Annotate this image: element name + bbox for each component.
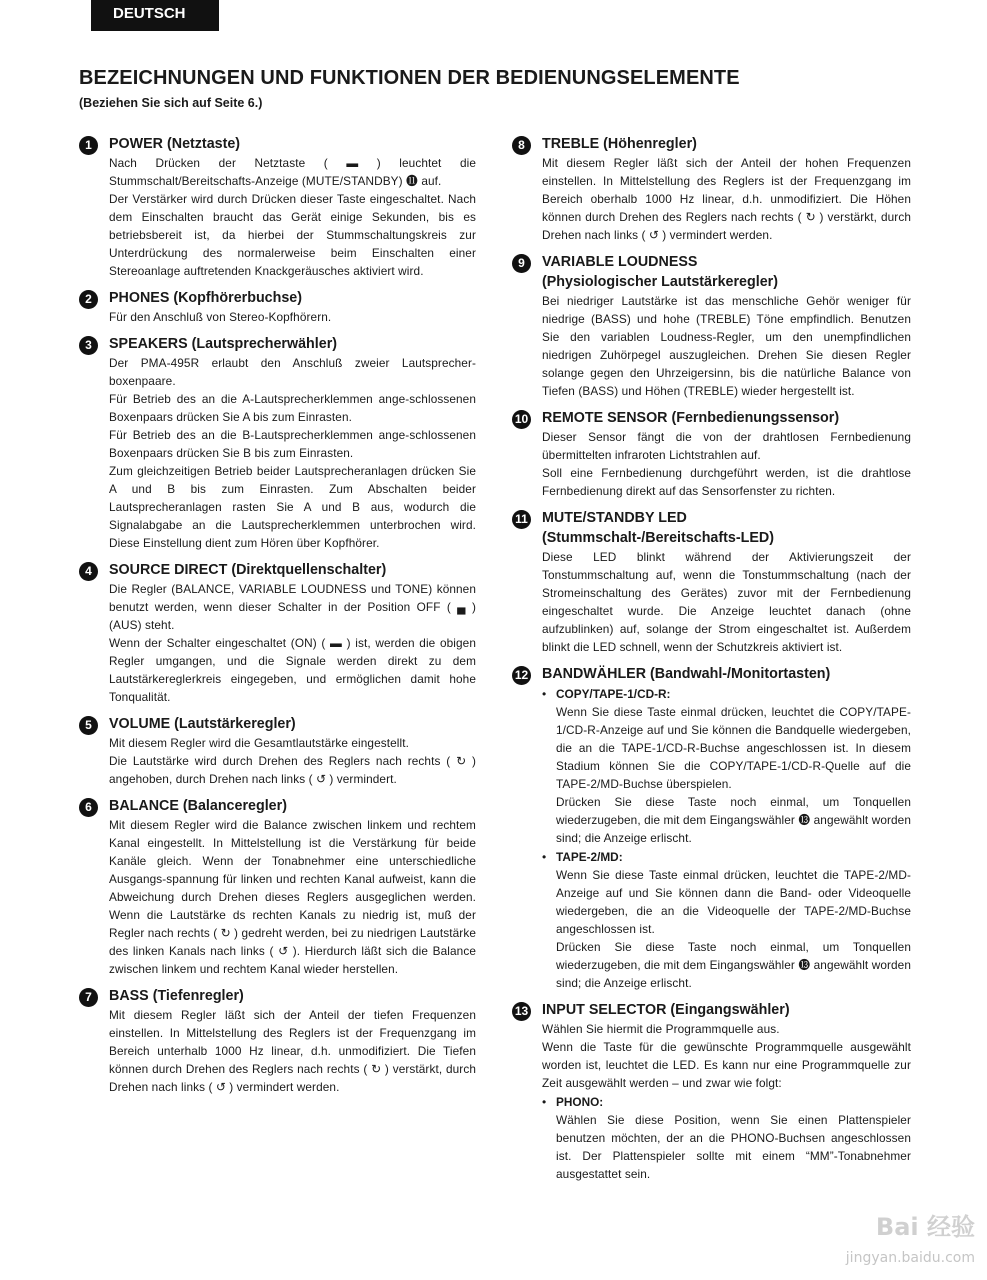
- watermark-url: jingyan.baidu.com: [845, 1250, 975, 1266]
- bullet-paragraph: Wählen Sie diese Position, wenn Sie einen Plattenspieler benutzen möchten, der an die PHONO-Buchsen angeschlossen ist. Der Plattenspieler sollte mit einem “MM”-Tonabnehmer ausgestattet sein.: [556, 1113, 911, 1181]
- control-item: [512, 252, 911, 400]
- item-number-badge: 5: [79, 716, 98, 735]
- bullet-item: [542, 1093, 911, 1183]
- item-subtitle: (Stummschalt-/Bereitschafts-LED): [542, 530, 774, 546]
- item-title: SOURCE DIRECT (Direktquellenschalter): [109, 562, 387, 578]
- item-paragraph: Bei niedriger Lautstärke ist das menschliche Gehör weniger für niedrige (BASS) und hohe (TREBLE) Töne empfindlich. Benutzen Sie den variablen Loudness-Regler, um den unempfindlichen niedrigen Zuhörpegel auszugleichen. Drehen Sie diesen Regler solange gegen den Uhrzeigersinn, bis die natürliche Balance von Tiefen (BASS) und Höhen (TREBLE) wieder hergestellt ist.: [542, 294, 911, 398]
- control-item: [79, 334, 476, 552]
- bullet-title: COPY/TAPE-1/CD-R:: [556, 687, 671, 701]
- item-number-badge: 8: [512, 136, 531, 155]
- bullet-dot-icon: •: [542, 850, 547, 864]
- bullet-description: [556, 866, 911, 992]
- item-paragraph: Die Regler (BALANCE, VARIABLE LOUDNESS und TONE) können benutzt werden, wenn dieser Schalter in der Position OFF ( ▄ ) (AUS) steht.: [109, 582, 476, 632]
- item-description: [542, 1020, 911, 1092]
- bullet-paragraph: Wenn Sie diese Taste einmal drücken, leuchtet die TAPE-2/MD-Anzeige auf und Sie können dann die Band- oder Videoquelle wiedergeben, die an die Videoquelle der TAPE-2/MD-Buchse angeschlossen ist.: [556, 868, 911, 936]
- item-number-badge: 13: [512, 1002, 531, 1021]
- page-title: BEZEICHNUNGEN UND FUNKTIONEN DER BEDIENUNGSELEMENTE: [79, 67, 740, 89]
- item-number-badge: 10: [512, 410, 531, 429]
- item-paragraph: Der PMA-495R erlaubt den Anschluß zweier Lautsprecher-boxenpaare.: [109, 356, 476, 388]
- bullet-paragraph: Wenn Sie diese Taste einmal drücken, leuchtet die COPY/TAPE-1/CD-R-Anzeige auf und Sie können die Bandquelle wiedergeben, die an die TAPE-1/CD-R-Buchse angeschlossen ist. In diesem Stadium können Sie die COPY/TAPE-1/CD-R-Quelle auf die TAPE-2/MD-Buchse überspielen.: [556, 705, 911, 791]
- item-paragraph: Mit diesem Regler läßt sich der Anteil der tiefen Frequenzen einstellen. In Mittelstellung des Reglers ist der Frequenzgang im Bereich unterhalb 1000 Hz linear, d.h. unmodifiziert. Die Tiefen können durch Drehen des Reglers nach rechts ( ↻ ) verstärkt, durch Drehen nach links ( ↺ ) vermindert werden.: [109, 1008, 476, 1094]
- item-number-badge: 3: [79, 336, 98, 355]
- item-paragraph: Für Betrieb des an die B-Lautsprecherklemmen ange-schlossenen Boxenpaars drücken Sie B bis zum Einrasten.: [109, 428, 476, 460]
- item-paragraph: Dieser Sensor fängt die von der drahtlosen Fernbedienung übermittelten infraroten Lichtstrahlen auf.: [542, 430, 911, 462]
- item-title: MUTE/STANDBY LED: [542, 510, 687, 526]
- item-description: [109, 580, 476, 706]
- bullet-title: PHONO:: [556, 1095, 604, 1109]
- item-paragraph: Diese LED blinkt während der Aktivierungszeit der Tonstummschaltung auf, wenn die Tonstummschaltung (nach der Stromeinschaltung des Gerätes) zuvor mit der Fernbedienung eingeschaltet wurde. Die Anzeige leuchtet danach (ohne aufzublinken) auf, solange der Strom eingeschaltet ist. Außerdem blinkt die LED schnell, wenn der Schutzkreis aktiviert ist.: [542, 550, 911, 654]
- bullet-title: TAPE-2/MD:: [556, 850, 623, 864]
- control-item: [512, 1000, 911, 1183]
- item-number-badge: 12: [512, 666, 531, 685]
- item-title: REMOTE SENSOR (Fernbedienungssensor): [542, 410, 840, 426]
- item-title: VOLUME (Lautstärkeregler): [109, 716, 296, 732]
- item-title: BALANCE (Balanceregler): [109, 798, 287, 814]
- item-title: INPUT SELECTOR (Eingangswähler): [542, 1002, 790, 1018]
- bullet-item: [542, 685, 911, 847]
- item-description: [542, 548, 911, 656]
- item-paragraph: Mit diesem Regler wird die Gesamtlautstärke eingestellt.: [109, 736, 409, 750]
- item-paragraph: Wählen Sie hiermit die Programmquelle aus.: [542, 1022, 780, 1036]
- item-title: SPEAKERS (Lautsprecherwähler): [109, 336, 338, 352]
- item-number-badge: 6: [79, 798, 98, 817]
- item-description: [542, 428, 911, 500]
- bullet-paragraph: Drücken Sie diese Taste noch einmal, um Tonquellen wiederzugeben, die mit dem Eingangswähler ⓭ angewählt worden sind; die Anzeige erlischt.: [556, 940, 911, 990]
- item-paragraph: Zum gleichzeitigen Betrieb beider Lautsprecheranlagen drücken Sie A und B bis zum Einrasten. Zum Abschalten beider Lautsprecheranlagen rasten Sie A und B aus, wodurch die Signalabgabe an die Lautsprecherklemmen unterbrochen wird. Diese Einstellung dient zum Hören über Kopfhörer.: [109, 464, 476, 550]
- item-paragraph: Mit diesem Regler wird die Balance zwischen linkem und rechtem Kanal eingestellt. In Mittelstellung ist die Verstärkung für beide Kanäle gleich. Wenn der Tonabnehmer eine unterschiedliche Ausgangs-spannung für linken und rechten Kanal aufweist, kann die Abweichung durch Drehen dieses Reglers ausgeglichen werden. Wenn die Lautstärke ds rechten Kanals zu niedrig ist, muß der Regler nach rechts ( ↻ ) gedreht werden, bei zu niedrigen Lautstärke des linken Kanals nach links ( ↺ ). Hierdurch läßt sich die Balance zwischen linkem und rechtem Kanal wieder herstellen.: [109, 818, 476, 976]
- control-item: [79, 986, 476, 1096]
- item-title: PHONES (Kopfhörerbuchse): [109, 290, 303, 306]
- item-paragraph: Für Betrieb des an die A-Lautsprecherklemmen ange-schlossenen Boxenpaars drücken Sie A bis zum Einrasten.: [109, 392, 476, 424]
- control-item: [512, 664, 911, 992]
- item-paragraph: Nach Drücken der Netztaste ( ▬ ) leuchtet die Stummschalt/Bereitschafts-Anzeige (MUTE/STANDBY) ⓫ auf.: [109, 156, 476, 188]
- item-description: [109, 308, 476, 326]
- bullet-paragraph: Drücken Sie diese Taste noch einmal, um Tonquellen wiederzugeben, die mit dem Eingangswähler ⓭ angewählt worden sind; die Anzeige erlischt.: [556, 795, 911, 845]
- control-item: [512, 508, 911, 656]
- control-item: [79, 288, 476, 326]
- item-description: [109, 734, 476, 788]
- item-title: POWER (Netztaste): [109, 136, 241, 152]
- item-number-badge: 2: [79, 290, 98, 309]
- item-subtitle: (Physiologischer Lautstärkeregler): [542, 274, 778, 290]
- item-title: BASS (Tiefenregler): [109, 988, 244, 1004]
- bullet-dot-icon: •: [542, 687, 547, 701]
- item-paragraph: Der Verstärker wird durch Drücken dieser Taste eingeschaltet. Nach dem Einschalten braucht das Gerät einige Sekunden, bis es betriebsbereit ist, da hierbei der Stummschaltungskreis zur Unterdrückung des normalerweise beim Einschalten einer Stereoanlage auftretenden Knackgeräusches aktiviert wird.: [109, 192, 476, 278]
- item-description: [109, 1006, 476, 1096]
- bullet-dot-icon: •: [542, 1095, 547, 1109]
- item-number-badge: 1: [79, 136, 98, 155]
- control-item: [79, 560, 476, 706]
- item-description: [109, 354, 476, 552]
- control-item: [79, 796, 476, 978]
- bullet-description: [556, 1111, 911, 1183]
- item-number-badge: 7: [79, 988, 98, 1007]
- bullet-item: [542, 848, 911, 992]
- watermark-logo: Bai 经验: [875, 1213, 975, 1241]
- item-description: [542, 292, 911, 400]
- item-title: TREBLE (Höhenregler): [542, 136, 697, 152]
- item-paragraph: Soll eine Fernbedienung durchgeführt werden, ist die drahtlose Fernbedienung direkt auf das Sensorfenster zu richten.: [542, 466, 911, 498]
- bullet-description: [556, 703, 911, 847]
- item-number-badge: 9: [512, 254, 531, 273]
- item-description: [109, 154, 476, 280]
- item-description: [109, 816, 476, 978]
- control-item: [512, 134, 911, 244]
- right-column: [512, 134, 911, 1191]
- control-item: [512, 408, 911, 500]
- item-number-badge: 4: [79, 562, 98, 581]
- item-title: VARIABLE LOUDNESS: [542, 254, 698, 270]
- control-item: [79, 714, 476, 788]
- item-paragraph: Wenn der Schalter eingeschaltet (ON) ( ▬ ) ist, werden die obigen Regler umgangen, und die Signale werden direkt zu dem Lautstärkereglerkreis eingegeben, und ermöglichen damit hohe Tonqualität.: [109, 636, 476, 704]
- item-paragraph: Für den Anschluß von Stereo-Kopfhörern.: [109, 310, 332, 324]
- item-title: BANDWÄHLER (Bandwahl-/Monitortasten): [542, 666, 831, 682]
- item-number-badge: 11: [512, 510, 531, 529]
- page-subtitle: (Beziehen Sie sich auf Seite 6.): [79, 96, 263, 110]
- item-paragraph: Wenn die Taste für die gewünschte Programmquelle ausgewählt worden ist, leuchtet die LED. Es kann nur eine Programmquelle zur Zeit ausgewählt werden – und zwar wie folgt:: [542, 1040, 911, 1090]
- left-column: [79, 134, 476, 1104]
- language-tab: DEUTSCH: [91, 0, 219, 31]
- control-item: [79, 134, 476, 280]
- item-paragraph: Mit diesem Regler läßt sich der Anteil der hohen Frequenzen einstellen. In Mittelstellung des Reglers ist der Frequenzgang im Bereich oberhalb 1000 Hz linear, d.h. unmodifiziert. Die Höhen können durch Drehen des Reglers nach rechts ( ↻ ) verstärkt, durch Drehen nach links ( ↺ ) vermindert werden.: [542, 156, 911, 242]
- item-paragraph: Die Lautstärke wird durch Drehen des Reglers nach rechts ( ↻ ) angehoben, durch Drehen nach links ( ↺ ) vermindert.: [109, 754, 476, 786]
- item-description: [542, 154, 911, 244]
